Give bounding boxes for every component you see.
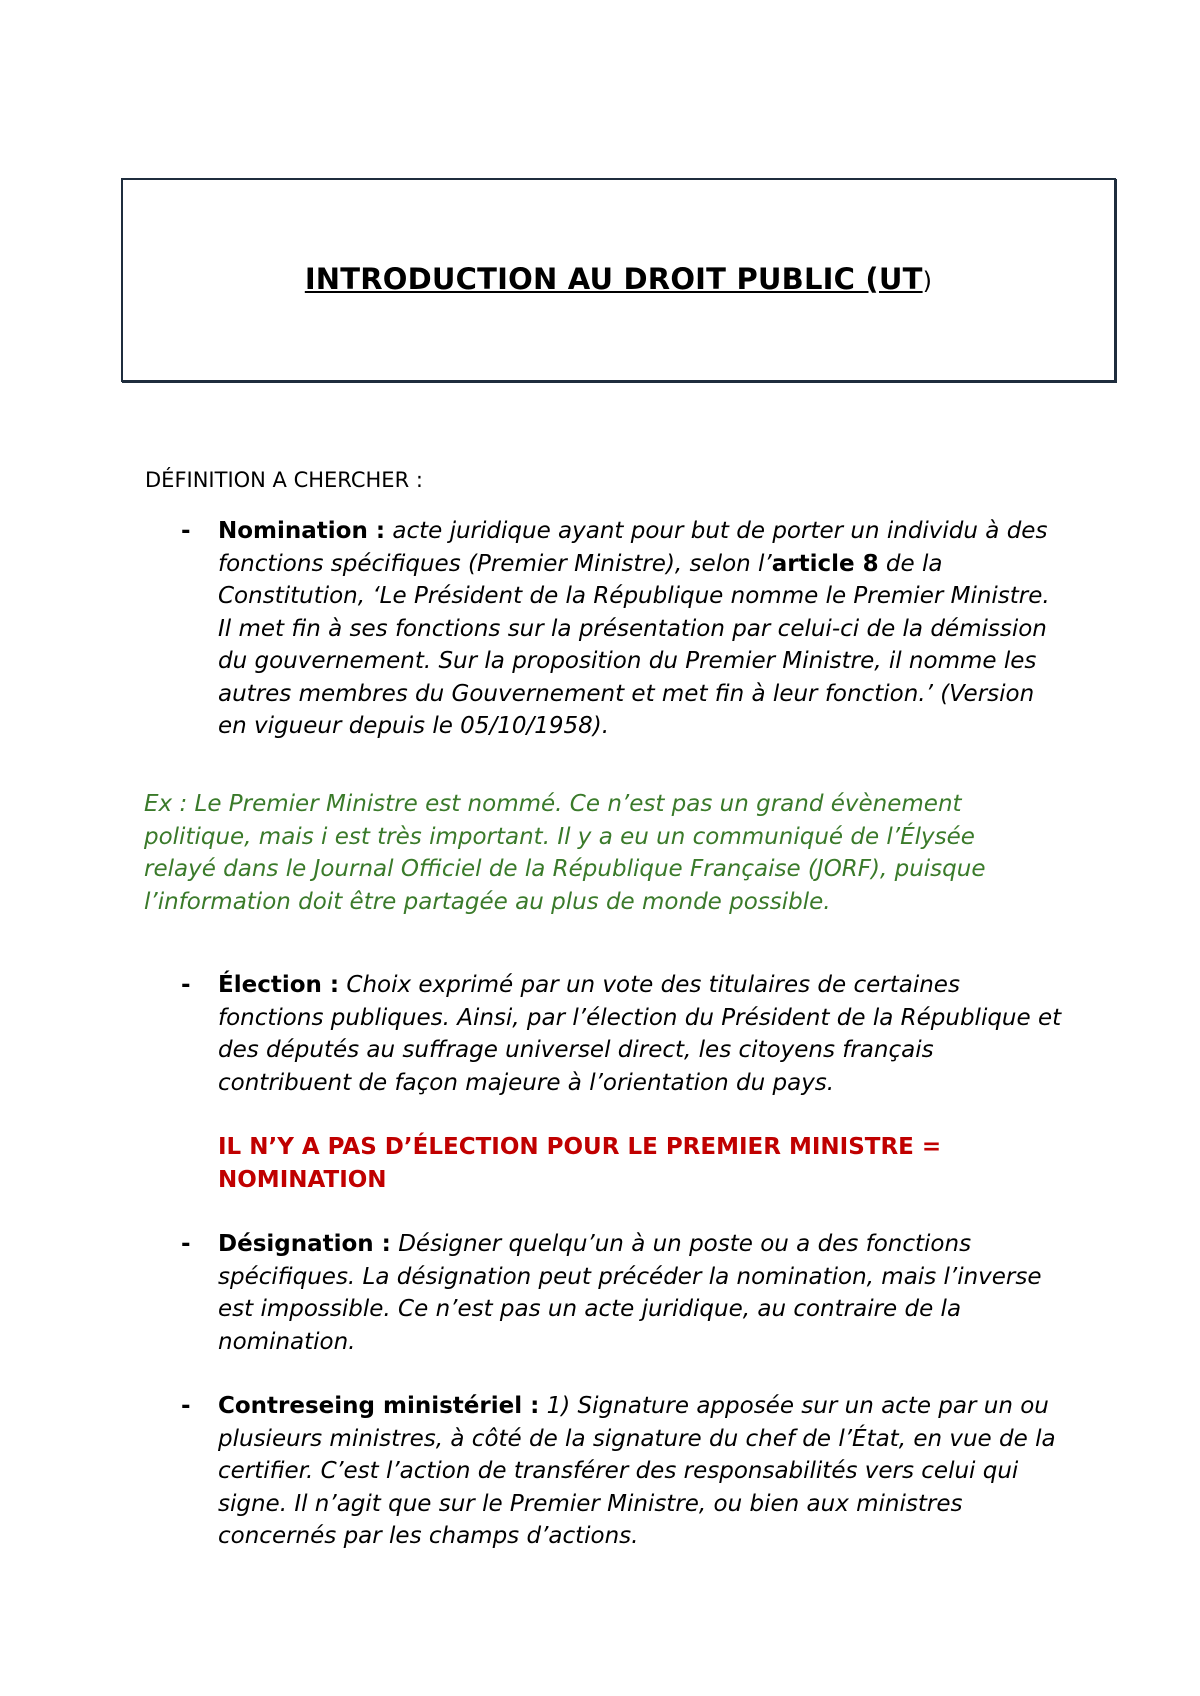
definition-text-part: de la Constitution, ‘Le Président de la République nomme le Premier Ministre. Il met fin à ses fonctions sur la présentation par celui-ci de la démission du gouvernement. Sur la proposition du Premier Ministre, il nomme les autres membres du Gouvernement et met fin à leur fonction.’ (Version en vigueur depuis le 05/10/1958). xyxy=(218,550,1050,739)
definition-term: Nomination : xyxy=(218,518,386,544)
definition-body xyxy=(218,515,1068,743)
definition-entry-contreseing xyxy=(181,1390,1081,1553)
definition-text: Désigner quelqu’un à un poste ou a des fonctions spécifiques. La désignation peut précéder la nomination, mais l’inverse est impossible. Ce n’est pas un acte juridique, au contraire de la nomination. xyxy=(218,1231,1042,1355)
definition-entry-nomination xyxy=(181,515,1081,743)
definition-term: Élection : xyxy=(218,972,340,998)
definition-term: Contreseing ministériel : xyxy=(218,1393,540,1419)
bullet-dash: - xyxy=(181,518,191,544)
definition-body xyxy=(218,1390,1068,1553)
definition-body xyxy=(218,969,1068,1099)
bullet-dash: - xyxy=(181,1393,191,1419)
definition-body xyxy=(218,1228,1068,1358)
definition-text-part: acte juridique ayant pour but de porter un individu à des fonctions spécifiques (Premier Ministre), selon l’ xyxy=(218,518,1048,577)
document-title-paren: ) xyxy=(922,267,933,295)
definition-entry-designation xyxy=(181,1228,1081,1358)
alert-note: IL N’Y A PAS D’ÉLECTION POUR LE PREMIER MINISTRE = NOMINATION xyxy=(218,1134,942,1193)
definition-text: 1) Signature apposée sur un acte par un ou plusieurs ministres, à côté de la signature du chef de l’État, en vue de la certifier. C’est l’action de transférer des responsabilités vers celui qui signe. Il n’agit que sur le Premier Ministre, ou bien aux ministres concernés par les champs d’actions. xyxy=(218,1393,1056,1549)
title-box xyxy=(121,178,1116,382)
definition-term: Désignation : xyxy=(218,1231,391,1257)
definition-entry-election xyxy=(181,969,1081,1099)
article-reference: article 8 xyxy=(771,550,879,577)
section-subheading: DÉFINITION A CHERCHER : xyxy=(145,468,423,492)
document-title xyxy=(123,262,1114,296)
bullet-dash: - xyxy=(181,1231,191,1257)
example-paragraph: Ex : Le Premier Ministre est nommé. Ce n’est pas un grand évènement politique, mais i est très important. Il y a eu un communiqué de l’Élysée relayé dans le Journal Officiel de la République Française (JORF), puisque l’information doit être partagée au plus de monde possible. xyxy=(144,791,986,915)
bullet-dash: - xyxy=(181,972,191,998)
document-title-main: INTRODUCTION AU DROIT PUBLIC (UT xyxy=(304,262,923,296)
definition-text xyxy=(218,518,1050,739)
definition-text: Choix exprimé par un vote des titulaires de certaines fonctions publiques. Ainsi, par l’élection du Président de la République et des députés au suffrage universel direct, les citoyens français contribuent de façon majeure à l’orientation du pays. xyxy=(218,972,1062,1096)
